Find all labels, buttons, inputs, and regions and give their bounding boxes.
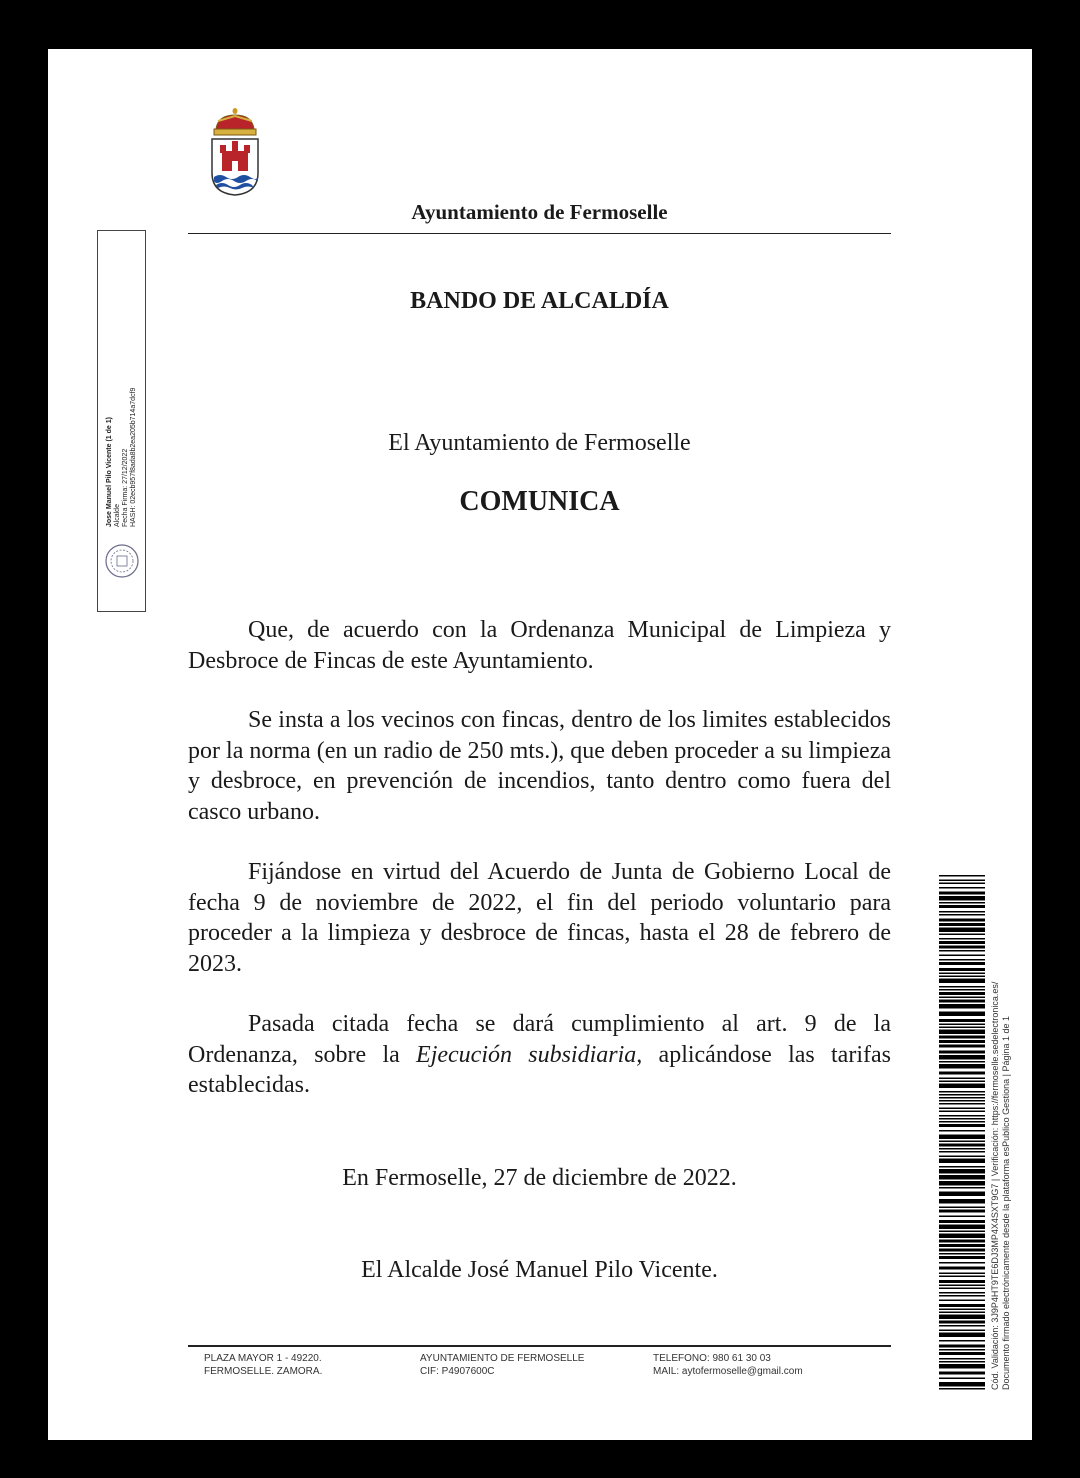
barcode-bar — [939, 1055, 985, 1060]
electronic-signature-stamp — [97, 230, 146, 612]
barcode-bar — [939, 1288, 985, 1290]
barcode-bar — [939, 1118, 985, 1120]
barcode-bar — [939, 1027, 985, 1029]
barcode-bar — [939, 1300, 985, 1302]
barcode-bar — [939, 997, 985, 999]
barcode-bar — [939, 1100, 985, 1102]
footer-address-line1: PLAZA MAYOR 1 - 49220. — [204, 1353, 322, 1364]
barcode-bar — [939, 946, 985, 949]
barcode-bar — [939, 1378, 985, 1380]
barcode-bar — [939, 1276, 985, 1278]
barcode-bar — [939, 1285, 985, 1287]
barcode-bar — [939, 1262, 985, 1264]
barcode-bar — [939, 1084, 985, 1089]
barcode-bar — [939, 1361, 985, 1363]
signature-stamp-text — [100, 231, 142, 531]
barcode-bar — [939, 1345, 985, 1348]
barcode-bar — [939, 1124, 985, 1127]
barcode-bar — [939, 934, 985, 936]
barcode-bar — [939, 1036, 985, 1039]
barcode-bar — [939, 1111, 985, 1113]
footer-phone: TELEFONO: 980 61 30 03 — [653, 1353, 771, 1364]
barcode-bar — [939, 1103, 985, 1105]
barcode-icon — [939, 875, 985, 1390]
barcode-bar — [939, 1249, 985, 1252]
barcode-bar — [939, 1244, 985, 1247]
barcode-bar — [939, 1382, 985, 1387]
paragraph-request: Se insta a los vecinos con fincas, dentro de los limites establecidos por la norma (en un radio de 250 mts.), que deben proceder a su limpieza y desbroce, en prevención de incendios, tanto dentro como fuera del casco urbano. — [188, 707, 891, 825]
paragraph-enforcement-text-b: aplicándose las tarifas establecidas. — [188, 1041, 891, 1098]
signature-role: Alcalde — [114, 504, 121, 527]
barcode-bar — [939, 1097, 985, 1099]
comunica-heading: COMUNICA — [459, 486, 620, 517]
subsidiary-execution-term: Ejecución subsidiaria, — [416, 1041, 643, 1068]
barcode-bar — [939, 1045, 985, 1048]
organization-name: Ayuntamiento de Fermoselle — [411, 200, 668, 224]
barcode-bar — [939, 1199, 985, 1204]
validation-text — [988, 875, 1024, 1390]
signature-hash: HASH: 02ecb957f8ada8b2ea205b714a7dcf9 — [130, 387, 137, 527]
paragraph-ordinance: Que, de acuerdo con la Ordenanza Municipal de Limpieza y Desbroce de Fincas de este Ayuntamiento. — [188, 617, 891, 674]
barcode-bar — [939, 1148, 985, 1150]
barcode-bar — [939, 1030, 985, 1035]
barcode-bar — [939, 1210, 985, 1213]
barcode-bar — [939, 880, 985, 882]
barcode-bar — [939, 1144, 985, 1147]
barcode-bar — [939, 1234, 985, 1239]
validation-platform: Documento firmado electrónicamente desde la plataforma esPublico Gestiona | Página 1 de 1 — [1001, 1015, 1011, 1390]
barcode-bar — [939, 1216, 985, 1218]
barcode-bar — [939, 1061, 985, 1063]
barcode-bar — [939, 892, 985, 895]
official-seal-icon — [104, 543, 140, 579]
barcode-bar — [939, 1040, 985, 1043]
document-page — [48, 49, 1032, 1440]
footer-mail: MAIL: aytofermoselle@gmail.com — [653, 1366, 803, 1377]
barcode-bar — [939, 1280, 985, 1283]
footer-org-line2: CIF: P4907600C — [420, 1366, 495, 1377]
barcode-bar — [939, 1240, 985, 1243]
barcode-bar — [939, 1141, 985, 1143]
barcode-bar — [939, 883, 985, 885]
barcode-bar — [939, 1358, 985, 1360]
barcode-bar — [939, 950, 985, 952]
barcode-bar — [939, 979, 985, 984]
intro-line: El Ayuntamiento de Fermoselle — [388, 430, 691, 456]
footer-divider — [188, 1345, 891, 1347]
barcode-bar — [939, 1333, 985, 1338]
document-title: BANDO DE ALCALDÍA — [410, 288, 669, 314]
barcode-bar — [939, 1091, 985, 1093]
barcode-bar — [939, 1309, 985, 1311]
barcode-bar — [939, 1064, 985, 1069]
footer-org-line1: AYUNTAMIENTO DE FERMOSELLE — [420, 1353, 585, 1364]
footer-address — [204, 1352, 322, 1378]
paragraph-deadline: Fijándose en virtud del Acuerdo de Junta de Gobierno Local de fecha 9 de noviembre de 2022, el fin del periodo voluntario para proceder a la limpieza y desbroce de fincas, hasta el 28 de febrero de 2023. — [188, 859, 891, 977]
barcode-bar — [939, 1072, 985, 1075]
barcode-bar — [939, 1094, 985, 1096]
barcode-bar — [939, 1321, 985, 1324]
barcode-bar — [939, 1187, 985, 1189]
barcode-bar — [939, 1225, 985, 1230]
barcode-bar — [939, 887, 985, 889]
barcode-bar — [939, 914, 985, 916]
footer-address-line2: FERMOSELLE. ZAMORA. — [204, 1366, 323, 1377]
barcode-bar — [939, 896, 985, 901]
barcode-bar — [939, 1166, 985, 1168]
barcode-bar — [939, 1388, 985, 1390]
barcode-bar — [939, 1000, 985, 1003]
footer-contact — [653, 1352, 803, 1378]
barcode-bar — [939, 1315, 985, 1320]
barcode-bar — [939, 1267, 985, 1270]
barcode-bar — [939, 992, 985, 995]
barcode-bar — [939, 1004, 985, 1009]
barcode-bar — [939, 955, 985, 957]
barcode-bar — [939, 1078, 985, 1080]
barcode-bar — [939, 941, 985, 944]
barcode-bar — [939, 1330, 985, 1332]
barcode-bar — [939, 1024, 985, 1026]
barcode-bar — [939, 1372, 985, 1375]
date-line: En Fermoselle, 27 de diciembre de 2022. — [342, 1165, 737, 1191]
barcode-bar — [939, 1325, 985, 1327]
barcode-bar — [939, 1364, 985, 1369]
mayor-signature: El Alcalde José Manuel Pilo Vicente. — [361, 1257, 718, 1283]
barcode-bar — [939, 875, 985, 877]
barcode-bar — [939, 1051, 985, 1054]
paragraph-enforcement-text-a: Pasada citada fecha se dará cumplimiento al art. 9 de la Ordenanza, sobre la — [188, 1011, 891, 1068]
header-divider — [188, 233, 891, 234]
barcode-bar — [939, 938, 985, 940]
barcode-bar — [939, 1312, 985, 1314]
barcode-bar — [939, 1295, 985, 1297]
municipal-coat-of-arms-icon — [208, 107, 262, 199]
paragraph-enforcement — [188, 1009, 891, 1101]
barcode-bar — [939, 1349, 985, 1351]
barcode-bar — [939, 1220, 985, 1223]
barcode-bar — [939, 1169, 985, 1174]
barcode-bar — [939, 1207, 985, 1209]
barcode-bar — [939, 968, 985, 971]
barcode-bar — [939, 986, 985, 988]
barcode-bar — [939, 1292, 985, 1294]
barcode-bar — [939, 905, 985, 908]
barcode-bar — [939, 1081, 985, 1083]
barcode-bar — [939, 1352, 985, 1355]
barcode-bar — [939, 976, 985, 978]
barcode-bar — [939, 1231, 985, 1233]
barcode-bar — [939, 911, 985, 913]
barcode-bar — [939, 1192, 985, 1197]
barcode-bar — [939, 1151, 985, 1153]
barcode-bar — [939, 1108, 985, 1110]
barcode-bar — [939, 1130, 985, 1132]
barcode-bar — [939, 973, 985, 975]
footer-organization — [420, 1352, 584, 1378]
barcode-bar — [939, 1253, 985, 1255]
barcode-bar — [939, 1019, 985, 1022]
barcode-bar — [939, 919, 985, 922]
validation-code: Cód. Validación: 3J9P4HT9TE6DJ3MP4X4SXT9G7 | Verificación: https://fermoselle.sedelectronica.es/ — [990, 981, 1000, 1390]
barcode-bar — [939, 1175, 985, 1180]
barcode-bar — [939, 928, 985, 933]
barcode-bar — [939, 1135, 985, 1140]
barcode-bar — [939, 959, 985, 961]
signature-date: Fecha Firma: 27/12/2022 — [122, 448, 129, 527]
barcode-bar — [939, 1012, 985, 1017]
barcode-bar — [939, 1115, 985, 1117]
barcode-bar — [939, 1159, 985, 1164]
barcode-bar — [939, 902, 985, 904]
barcode-bar — [939, 1121, 985, 1123]
barcode-bar — [939, 1340, 985, 1342]
barcode-bar — [939, 1156, 985, 1158]
barcode-bar — [939, 923, 985, 926]
barcode-bar — [939, 989, 985, 991]
signature-signer: Jose Manuel Pilo Vicente (1 de 1) — [106, 417, 113, 527]
barcode-bar — [939, 1273, 985, 1275]
barcode-bar — [939, 1181, 985, 1186]
barcode-bar — [939, 1304, 985, 1307]
barcode-bar — [939, 1256, 985, 1259]
barcode-bar — [939, 962, 985, 965]
